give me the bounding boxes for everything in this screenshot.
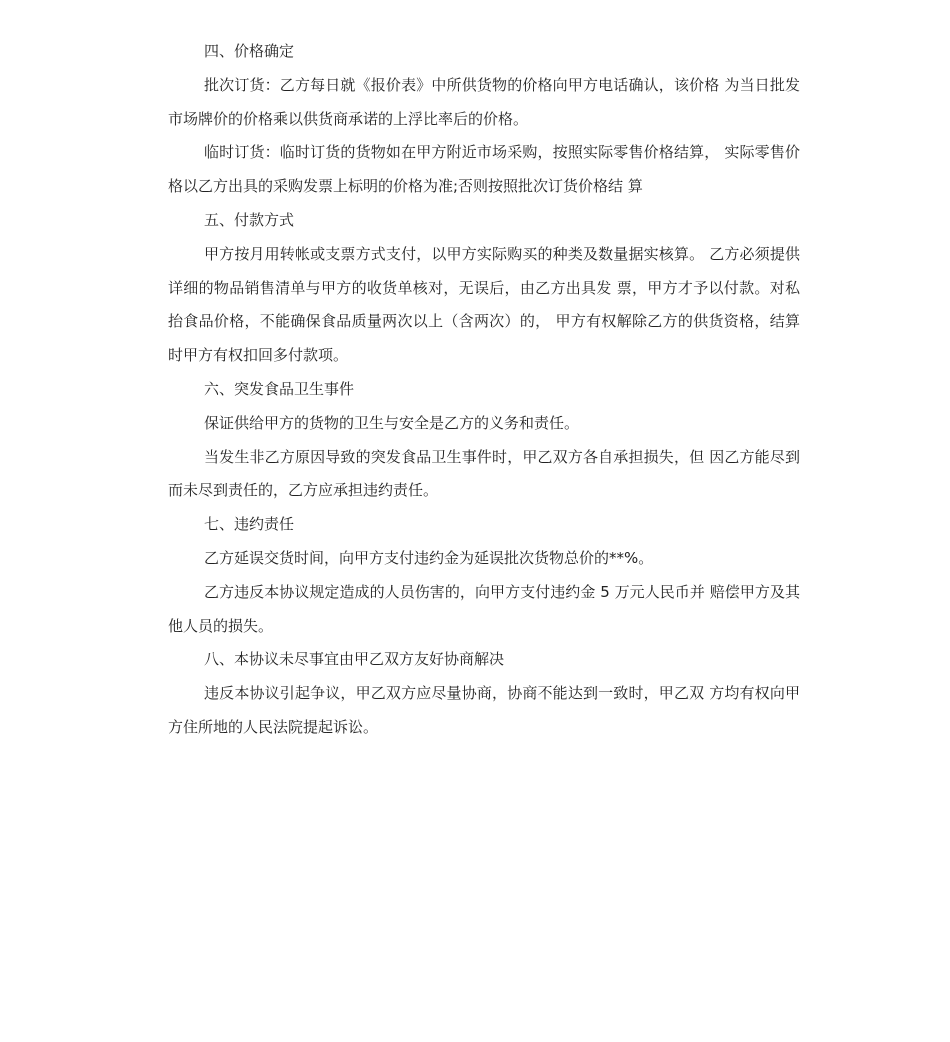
paragraph-temporary-order: 临时订货：临时订货的货物如在甲方附近市场采购，按照实际零售价格结算， 实际零售价格以乙方出具的采购发票上标明的价格为准;否则按照批次订货价格结 算 — [168, 143, 800, 196]
section-heading-breach: 七、违约责任 — [204, 515, 295, 534]
paragraph-batch-order: 批次订货：乙方每日就《报价表》中所供货物的价格向甲方电话确认，该价格 为当日批发市场牌价的价格乘以供货商承诺的上浮比率后的价格。 — [168, 75, 800, 128]
section-heading-price: 四、价格确定 — [204, 42, 295, 60]
section-heading-food-incident: 六、突发食品卫生事件 — [204, 379, 355, 398]
paragraph-dispute-resolution: 违反本协议引起争议，甲乙双方应尽量协商，协商不能达到一致时，甲乙双 方均有权向甲方住所地的人民法院提起诉讼。 — [168, 684, 800, 736]
paragraph-payment-method: 甲方按月用转帐或支票方式支付，以甲方实际购买的种类及数量据实核算。 乙方必须提供详细的物品销售清单与甲方的收货单核对，无误后，由乙方出具发 票，甲方才予以付款。对私抬食品价格，不能确保食品质量两次以上（含两次）的， 甲方有权解除乙方的供货资格，结算时甲方有权扣回多付款项。 — [168, 244, 800, 365]
paragraph-incident-loss: 当发生非乙方原因导致的突发食品卫生事件时，甲乙双方各自承担损失，但 因乙方能尽到而未尽到责任的，乙方应承担违约责任。 — [168, 447, 800, 500]
document-body — [168, 35, 800, 745]
section-heading-payment: 五、付款方式 — [204, 210, 295, 229]
paragraph-hygiene-duty: 保证供给甲方的货物的卫生与安全是乙方的义务和责任。 — [204, 413, 580, 432]
paragraph-injury-penalty: 乙方违反本协议规定造成的人员伤害的，向甲方支付违约金 5 万元人民币并 赔偿甲方及其他人员的损失。 — [168, 582, 800, 635]
section-heading-negotiation: 八、本协议未尽事宜由甲乙双方友好协商解决 — [204, 650, 505, 669]
paragraph-delay-penalty: 乙方延误交货时间，向甲方支付违约金为延误批次货物总价的**%。 — [204, 548, 654, 567]
